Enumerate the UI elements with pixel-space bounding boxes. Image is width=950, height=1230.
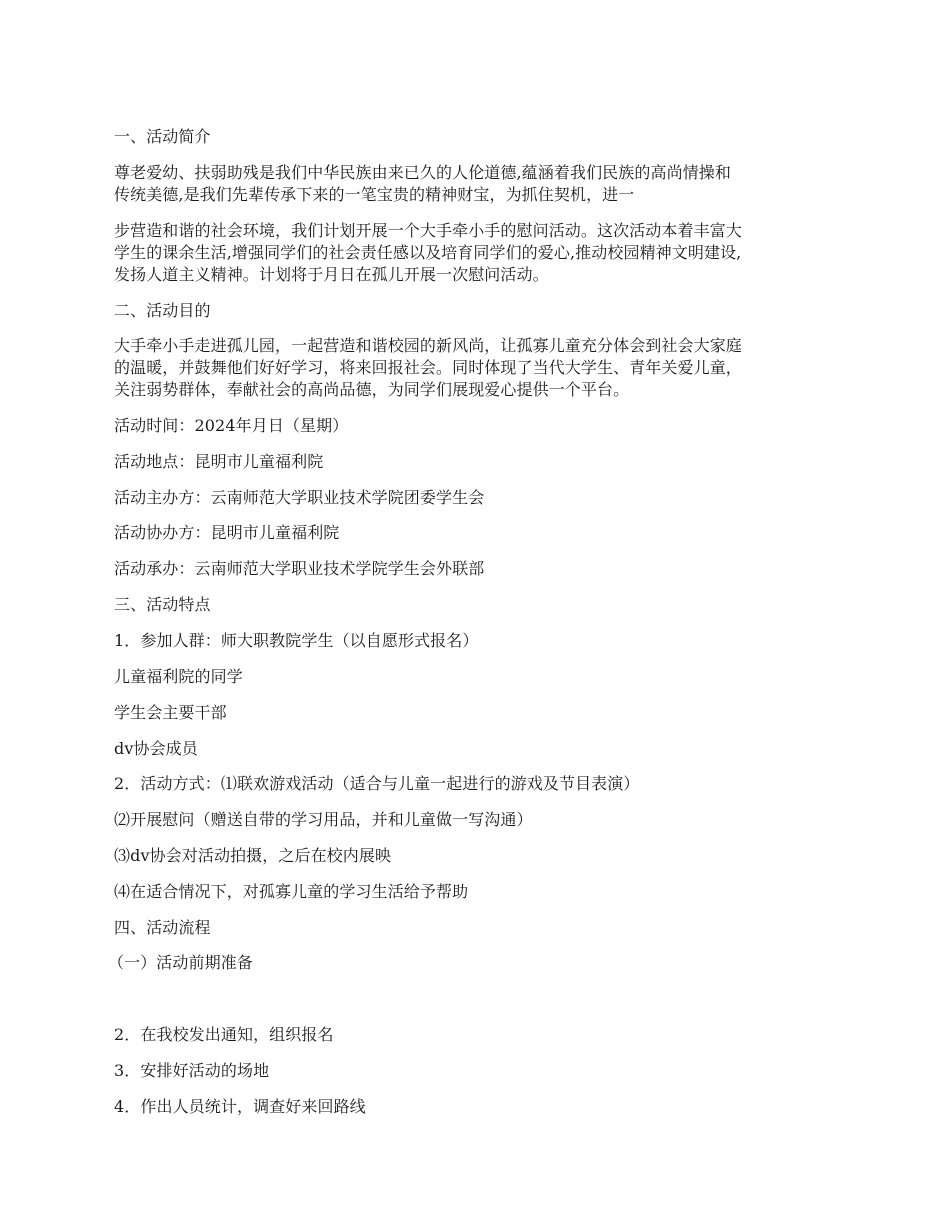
list-item: 1．参加人群：师大职教院学生（以自愿形式报名） [114, 631, 479, 650]
list-item: 儿童福利院的同学 [114, 667, 243, 686]
activity-co-host: 活动协办方：昆明市儿童福利院 [114, 523, 340, 542]
list-item: 2．在我校发出通知，组织报名 [114, 1025, 334, 1044]
list-item: 4．作出人员统计，调查好来回路线 [114, 1097, 366, 1116]
paragraph-line: 学生的课余生活,增强同学们的社会责任感以及培育同学们的爱心,推动校园精神文明建设, [114, 243, 742, 262]
subsection-heading: （一）活动前期准备 [108, 953, 253, 972]
paragraph-line: 步营造和谐的社会环境，我们计划开展一个大手牵小手的慰问活动。这次活动本着丰富大 [114, 221, 742, 240]
activity-time: 活动时间：2024年月日（星期） [114, 416, 349, 435]
paragraph-line: 传统美德,是我们先辈传承下来的一笔宝贵的精神财宝，为抓住契机，进一 [114, 185, 635, 204]
list-item: 2．活动方式：⑴联欢游戏活动（适合与儿童一起进行的游戏及节目表演） [114, 774, 640, 793]
list-item: ⑵开展慰问（赠送自带的学习用品，并和儿童做一写沟通） [114, 810, 533, 829]
section-heading-process: 四、活动流程 [114, 918, 211, 937]
paragraph-line: 关注弱势群体，奉献社会的高尚品德，为同学们展现爱心提供一个平台。 [114, 380, 630, 399]
paragraph-line: 大手牵小手走进孤儿园，一起营造和谐校园的新风尚，让孤寡儿童充分体会到社会大家庭 [114, 336, 742, 355]
list-item: 3．安排好活动的场地 [114, 1061, 270, 1080]
paragraph-line: 发扬人道主义精神。计划将于月日在孤儿开展一次慰问活动。 [114, 265, 549, 284]
list-item: 学生会主要干部 [114, 703, 227, 722]
list-item: ⑶dv协会对活动拍摄，之后在校内展映 [114, 846, 392, 865]
section-heading-purpose: 二、活动目的 [114, 301, 211, 320]
activity-host: 活动主办方：云南师范大学职业技术学院团委学生会 [114, 488, 485, 507]
paragraph-line: 的温暖，并鼓舞他们好好学习，将来回报社会。同时体现了当代大学生、青年关爱儿童， [114, 358, 742, 377]
activity-place: 活动地点：昆明市儿童福利院 [114, 452, 324, 471]
section-heading-features: 三、活动特点 [114, 595, 211, 614]
paragraph-line: 尊老爱幼、扶弱助残是我们中华民族由来已久的人伦道德,蕴涵着我们民族的高尚情操和 [114, 163, 731, 182]
activity-organizer: 活动承办：云南师范大学职业技术学院学生会外联部 [114, 559, 485, 578]
section-heading-intro: 一、活动简介 [114, 127, 211, 146]
list-item: dv协会成员 [114, 739, 198, 758]
list-item: ⑷在适合情况下，对孤寡儿童的学习生活给予帮助 [114, 882, 469, 901]
